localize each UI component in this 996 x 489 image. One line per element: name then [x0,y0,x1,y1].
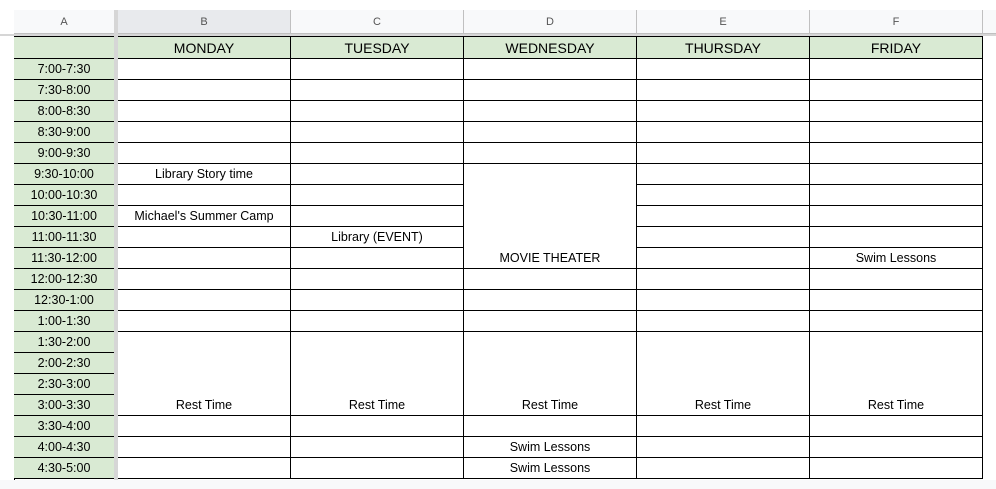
day-monday[interactable]: MONDAY [118,37,291,59]
empty-cell[interactable] [637,437,810,458]
empty-cell[interactable] [637,227,810,248]
day-friday[interactable]: FRIDAY [810,37,983,59]
event-thursday-rest-time[interactable]: Rest Time [637,332,810,416]
time-slot-cell[interactable]: 1:00-1:30 [14,311,115,332]
time-slot-cell[interactable]: 9:30-10:00 [14,164,115,185]
empty-cell[interactable] [464,122,637,143]
empty-cell[interactable] [291,206,464,227]
empty-cell[interactable] [810,206,983,227]
empty-cell[interactable] [118,59,291,80]
time-slot-cell[interactable]: 3:30-4:00 [14,416,115,437]
event-monday-rest-time[interactable]: Rest Time [118,332,291,416]
empty-cell[interactable] [810,185,983,206]
empty-cell[interactable] [291,80,464,101]
empty-cell[interactable] [810,227,983,248]
column-header-f[interactable]: F [810,10,983,34]
empty-cell[interactable] [810,311,983,332]
event-swim-lessons[interactable]: Swim Lessons [810,248,983,269]
empty-cell[interactable] [464,290,637,311]
empty-cell[interactable] [291,164,464,185]
empty-cell[interactable] [810,416,983,437]
empty-cell[interactable] [118,185,291,206]
time-slot-cell[interactable]: 8:00-8:30 [14,101,115,122]
empty-cell[interactable] [291,269,464,290]
column-header-a[interactable]: A [14,10,115,34]
empty-cell[interactable] [118,416,291,437]
empty-cell[interactable] [810,80,983,101]
time-slot-cell[interactable]: 7:00-7:30 [14,59,115,80]
empty-cell[interactable] [810,164,983,185]
empty-cell[interactable] [464,311,637,332]
empty-cell[interactable] [637,416,810,437]
empty-cell[interactable] [637,248,810,269]
column-header-blank [983,10,996,34]
event-summer-camp[interactable]: Michael's Summer Camp [118,206,291,227]
time-slot-cell[interactable]: 10:00-10:30 [14,185,115,206]
day-thursday[interactable]: THURSDAY [637,37,810,59]
empty-cell[interactable] [118,101,291,122]
time-slot-cell[interactable]: 2:30-3:00 [14,374,115,395]
empty-cell[interactable] [637,206,810,227]
empty-cell[interactable] [637,269,810,290]
empty-cell[interactable] [810,437,983,458]
corner-cell[interactable] [14,37,115,59]
empty-cell[interactable] [637,311,810,332]
empty-cell[interactable] [810,290,983,311]
empty-cell[interactable] [291,437,464,458]
empty-cell[interactable] [118,311,291,332]
time-slot-cell[interactable]: 12:30-1:00 [14,290,115,311]
empty-cell[interactable] [637,290,810,311]
empty-cell[interactable] [637,458,810,479]
time-slot-cell[interactable]: 8:30-9:00 [14,122,115,143]
empty-cell[interactable] [637,164,810,185]
event-wednesday-rest-time[interactable]: Rest Time [464,332,637,416]
time-slot-cell[interactable]: 12:00-12:30 [14,269,115,290]
empty-cell[interactable] [291,185,464,206]
empty-cell[interactable] [637,101,810,122]
empty-cell[interactable] [291,122,464,143]
time-slot-cell[interactable]: 10:30-11:00 [14,206,115,227]
empty-cell[interactable] [291,59,464,80]
time-slot-cell[interactable]: 11:30-12:00 [14,248,115,269]
empty-cell[interactable] [291,101,464,122]
empty-cell[interactable] [810,122,983,143]
time-slot-cell[interactable]: 1:30-2:00 [14,332,115,353]
empty-cell[interactable] [118,458,291,479]
empty-cell[interactable] [810,269,983,290]
time-slot-cell[interactable]: 11:00-11:30 [14,227,115,248]
time-slot-cell[interactable]: 3:00-3:30 [14,395,115,416]
empty-cell[interactable] [810,143,983,164]
empty-cell[interactable] [291,290,464,311]
empty-cell[interactable] [464,269,637,290]
empty-cell[interactable] [118,143,291,164]
time-slot-cell[interactable]: 4:00-4:30 [14,437,115,458]
time-slot-cell[interactable]: 2:00-2:30 [14,353,115,374]
empty-cell[interactable] [118,437,291,458]
event-tuesday-rest-time[interactable]: Rest Time [291,332,464,416]
column-header-d[interactable]: D [464,10,637,34]
time-slot-cell[interactable]: 9:00-9:30 [14,143,115,164]
empty-cell[interactable] [464,101,637,122]
empty-cell[interactable] [810,59,983,80]
column-header-b[interactable]: B [118,10,291,34]
empty-cell[interactable] [464,416,637,437]
empty-cell[interactable] [118,227,291,248]
time-slot-cell[interactable]: 4:30-5:00 [14,458,115,479]
empty-cell[interactable] [291,311,464,332]
empty-cell[interactable] [464,80,637,101]
empty-cell[interactable] [810,101,983,122]
empty-cell[interactable] [291,458,464,479]
empty-cell[interactable] [464,143,637,164]
column-header-e[interactable]: E [637,10,810,34]
event-library-story-time[interactable]: Library Story time [118,164,291,185]
day-tuesday[interactable]: TUESDAY [291,37,464,59]
empty-cell[interactable] [291,248,464,269]
event-movie-theater[interactable]: MOVIE THEATER [464,164,637,269]
empty-cell[interactable] [118,248,291,269]
empty-cell[interactable] [118,122,291,143]
empty-cell[interactable] [291,143,464,164]
sheet-bottom-area [0,480,996,489]
empty-cell[interactable] [118,80,291,101]
event-friday-rest-time[interactable]: Rest Time [810,332,983,416]
empty-cell[interactable] [637,59,810,80]
empty-cell[interactable] [118,269,291,290]
empty-cell[interactable] [291,416,464,437]
column-header-c[interactable]: C [291,10,464,34]
empty-cell[interactable] [464,59,637,80]
empty-cell[interactable] [637,185,810,206]
event-library-event[interactable]: Library (EVENT) [291,227,464,248]
frozen-column-divider[interactable] [114,10,118,489]
time-slot-cell[interactable]: 7:30-8:00 [14,80,115,101]
event-swim-lessons[interactable]: Swim Lessons [464,458,637,479]
empty-cell[interactable] [118,290,291,311]
event-swim-lessons[interactable]: Swim Lessons [464,437,637,458]
empty-cell[interactable] [637,80,810,101]
empty-cell[interactable] [637,143,810,164]
empty-cell[interactable] [637,122,810,143]
empty-cell[interactable] [810,458,983,479]
day-wednesday[interactable]: WEDNESDAY [464,37,637,59]
